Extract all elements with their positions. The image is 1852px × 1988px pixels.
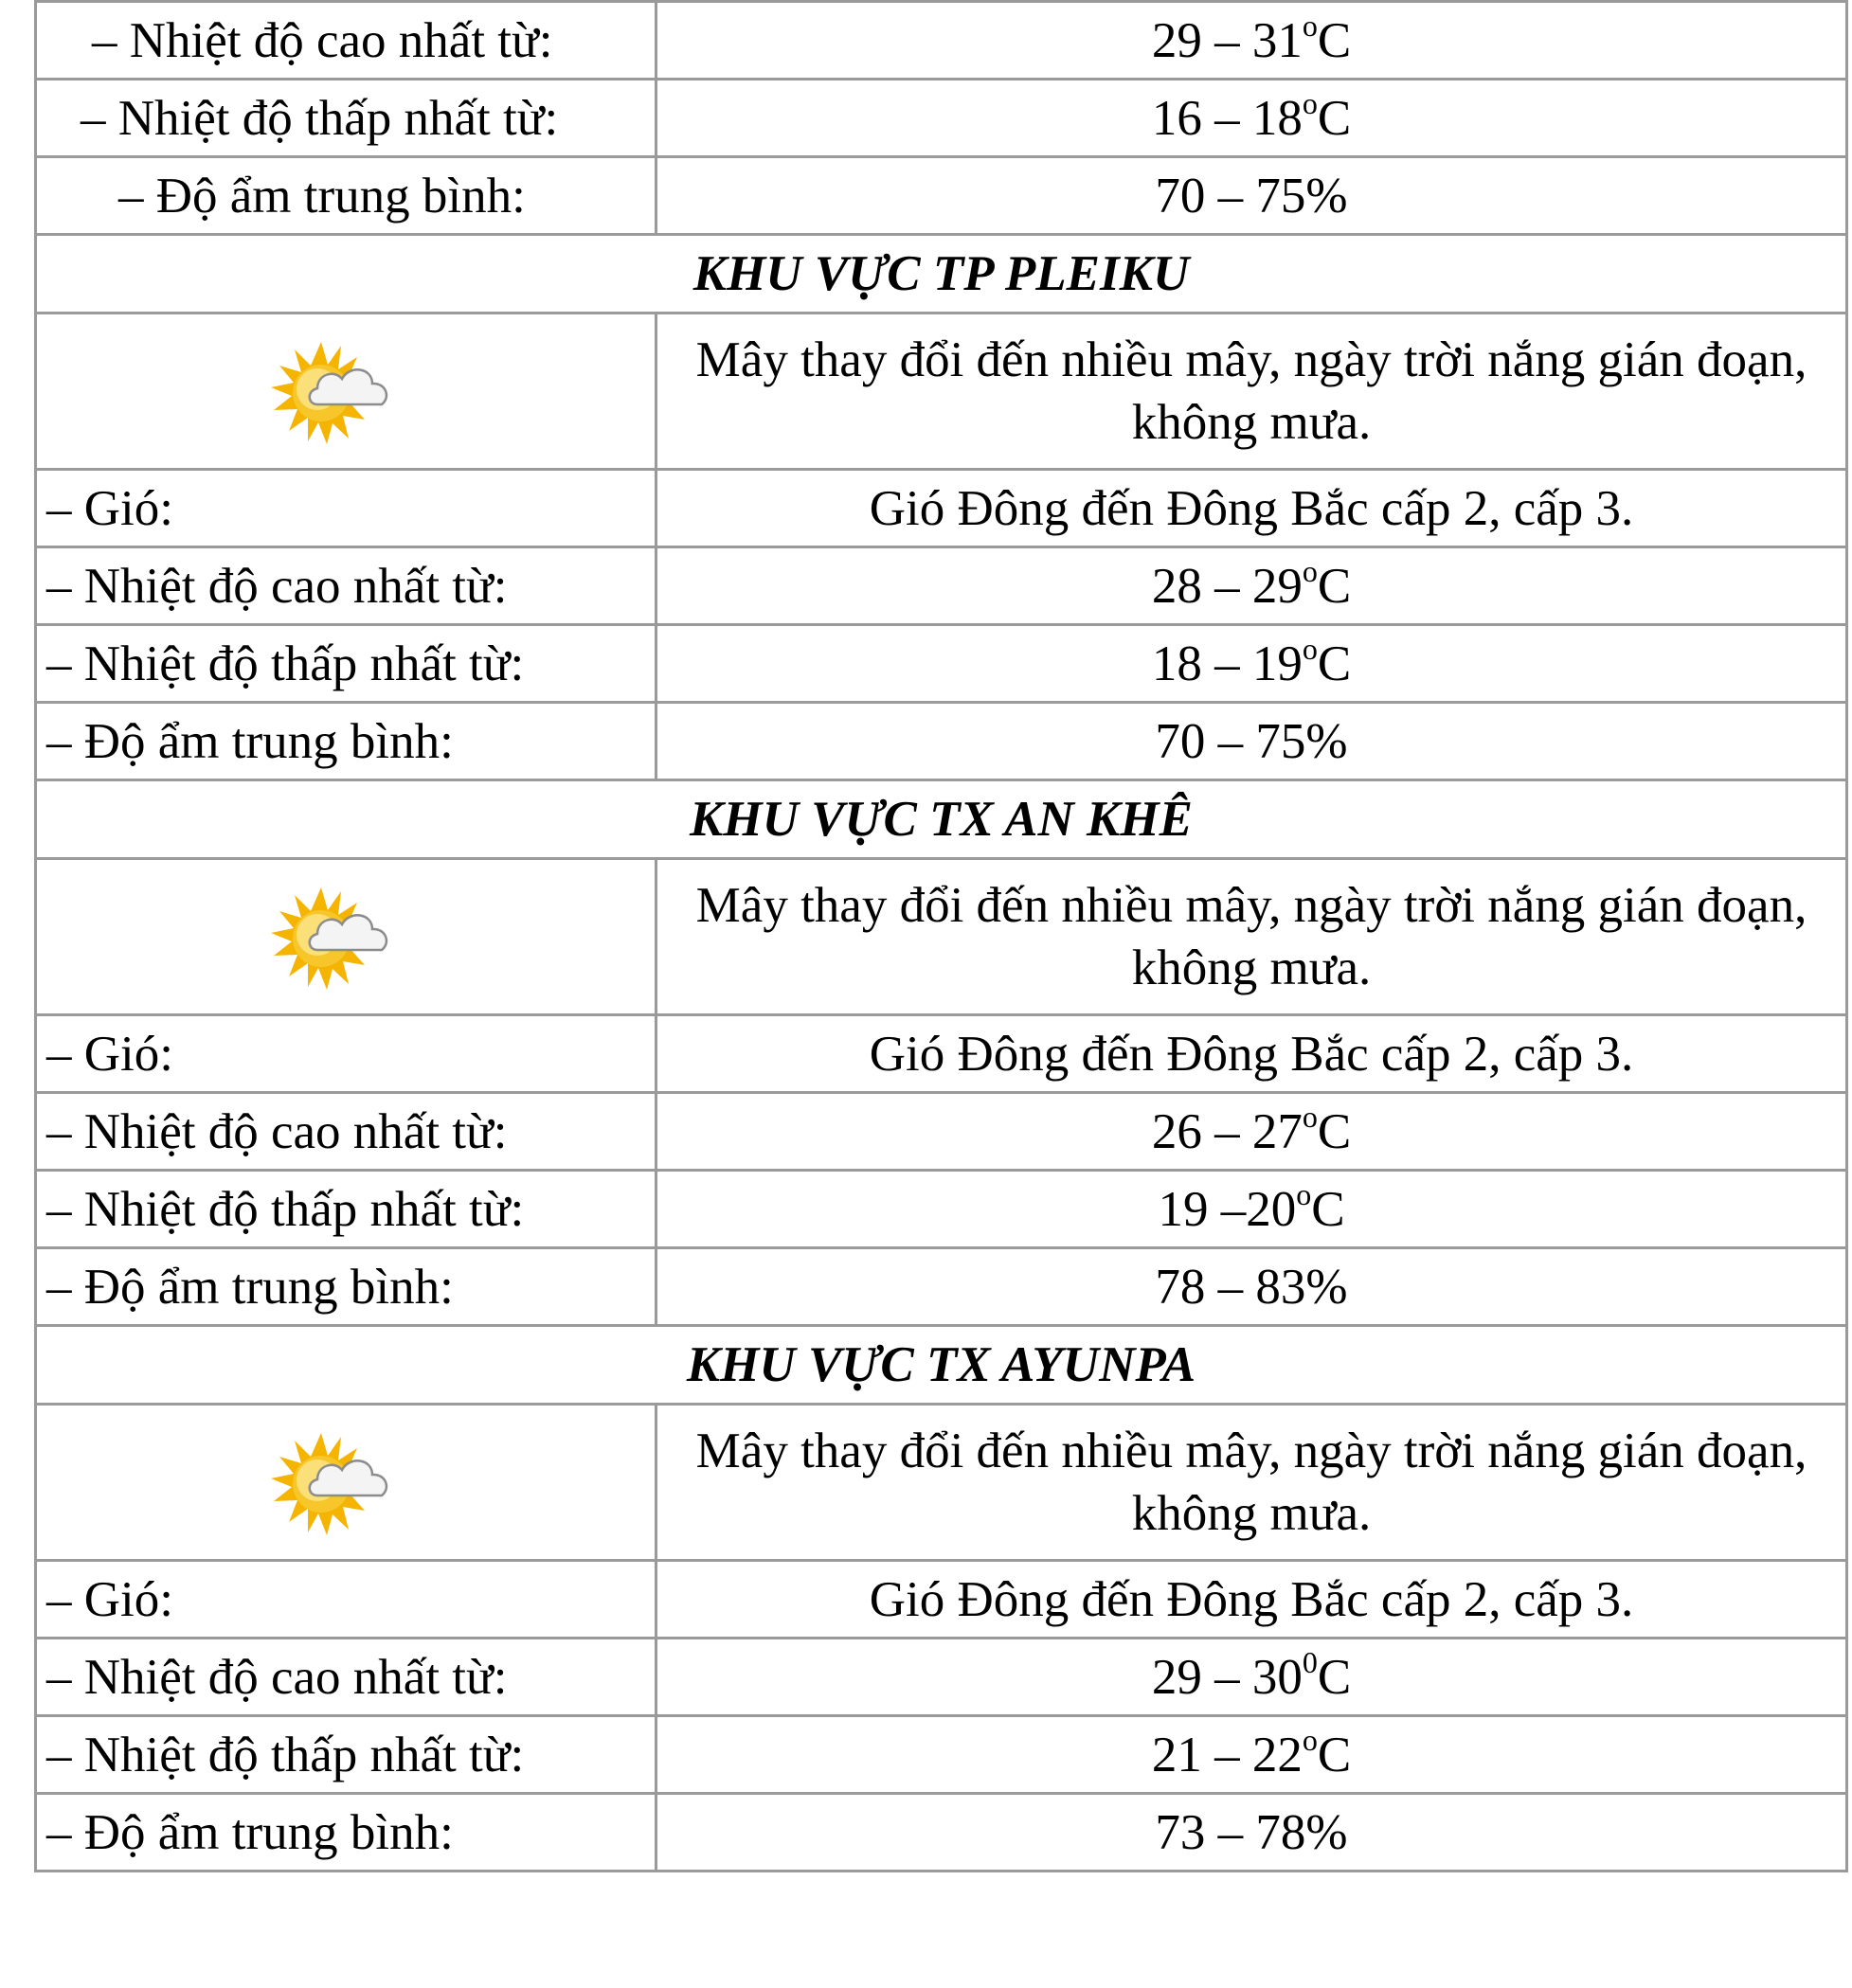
row-value: 78 – 83% (656, 1248, 1847, 1326)
table-row (36, 703, 1847, 780)
value-unit: C (1317, 12, 1352, 68)
weather-icon-cell (36, 313, 656, 470)
row-label: – Gió: (36, 470, 656, 547)
table-row (36, 1561, 1847, 1639)
table-row (36, 1405, 1847, 1561)
weather-description: Mây thay đổi đến nhiều mây, ngày trời nắng gián đoạn, không mưa. (656, 313, 1847, 470)
table-row (36, 470, 1847, 547)
value-unit: C (1317, 558, 1352, 614)
row-value (656, 1171, 1847, 1248)
region-title: KHU VỰC TP PLEIKU (36, 235, 1847, 313)
sun-cloud-icon (270, 884, 403, 990)
row-label: – Độ ẩm trung bình: (36, 703, 656, 780)
table-row (36, 2, 1847, 80)
row-value (656, 80, 1847, 157)
sun-cloud-icon (270, 338, 403, 444)
table-row (36, 1794, 1847, 1872)
row-label: – Gió: (36, 1561, 656, 1639)
value-unit: C (1317, 1649, 1352, 1705)
row-value (656, 625, 1847, 703)
row-label: – Độ ẩm trung bình: (36, 1794, 656, 1872)
row-label: – Nhiệt độ thấp nhất từ: (36, 80, 656, 157)
value-unit: C (1317, 636, 1352, 691)
value-number: 19 –20 (1158, 1181, 1297, 1237)
row-value (656, 1639, 1847, 1716)
region-header-row (36, 1326, 1847, 1405)
row-label: – Nhiệt độ cao nhất từ: (36, 547, 656, 625)
sun-cloud-icon (270, 1429, 403, 1535)
value-unit: C (1317, 1103, 1352, 1159)
wind-value: Gió Đông đến Đông Bắc cấp 2, cấp 3. (656, 1561, 1847, 1639)
table-row (36, 1093, 1847, 1171)
value-unit: C (1311, 1181, 1345, 1237)
region-header-row (36, 780, 1847, 859)
table-row (36, 1171, 1847, 1248)
table-row (36, 1716, 1847, 1794)
value-number: 28 – 29 (1151, 558, 1303, 614)
degree-mark: o (1302, 1099, 1318, 1134)
table-row (36, 1639, 1847, 1716)
wind-value: Gió Đông đến Đông Bắc cấp 2, cấp 3. (656, 470, 1847, 547)
row-label: – Nhiệt độ cao nhất từ: (36, 2, 656, 80)
value-unit: C (1317, 1727, 1352, 1782)
row-label: – Nhiệt độ thấp nhất từ: (36, 1716, 656, 1794)
row-label: – Gió: (36, 1015, 656, 1093)
table-row (36, 157, 1847, 235)
table-row (36, 80, 1847, 157)
weather-description: Mây thay đổi đến nhiều mây, ngày trời nắng gián đoạn, không mưa. (656, 859, 1847, 1015)
table-row (36, 1015, 1847, 1093)
table-row (36, 547, 1847, 625)
row-label: – Nhiệt độ thấp nhất từ: (36, 1171, 656, 1248)
value-number: 26 – 27 (1151, 1103, 1303, 1159)
value-number: 29 – 31 (1151, 12, 1303, 68)
row-label: – Nhiệt độ thấp nhất từ: (36, 625, 656, 703)
value-number: 18 – 19 (1151, 636, 1303, 691)
weather-icon-cell (36, 859, 656, 1015)
row-label: – Độ ẩm trung bình: (36, 157, 656, 235)
table-row (36, 1248, 1847, 1326)
value-unit: C (1317, 90, 1352, 146)
degree-mark: 0 (1302, 1644, 1318, 1679)
forecast-table-body (36, 2, 1847, 1872)
weather-description: Mây thay đổi đến nhiều mây, ngày trời nắng gián đoạn, không mưa. (656, 1405, 1847, 1561)
weather-forecast-table (34, 0, 1848, 1872)
degree-mark: o (1296, 1176, 1312, 1211)
degree-mark: o (1302, 1722, 1318, 1757)
value-number: 16 – 18 (1151, 90, 1303, 146)
wind-value: Gió Đông đến Đông Bắc cấp 2, cấp 3. (656, 1015, 1847, 1093)
table-row (36, 625, 1847, 703)
table-row (36, 859, 1847, 1015)
row-value: 73 – 78% (656, 1794, 1847, 1872)
degree-mark: o (1302, 85, 1318, 120)
weather-icon-cell (36, 1405, 656, 1561)
row-value (656, 1716, 1847, 1794)
row-label: – Nhiệt độ cao nhất từ: (36, 1093, 656, 1171)
value-number: 21 – 22 (1151, 1727, 1303, 1782)
row-label: – Nhiệt độ cao nhất từ: (36, 1639, 656, 1716)
row-value: 70 – 75% (656, 703, 1847, 780)
region-header-row (36, 235, 1847, 313)
value-number: 29 – 30 (1151, 1649, 1303, 1705)
degree-mark: o (1302, 553, 1318, 588)
table-row (36, 313, 1847, 470)
region-title: KHU VỰC TX AYUNPA (36, 1326, 1847, 1405)
row-value (656, 1093, 1847, 1171)
row-label: – Độ ẩm trung bình: (36, 1248, 656, 1326)
row-value: 70 – 75% (656, 157, 1847, 235)
degree-mark: o (1302, 631, 1318, 666)
row-value (656, 2, 1847, 80)
degree-mark: o (1302, 8, 1318, 43)
region-title: KHU VỰC TX AN KHÊ (36, 780, 1847, 859)
row-value (656, 547, 1847, 625)
